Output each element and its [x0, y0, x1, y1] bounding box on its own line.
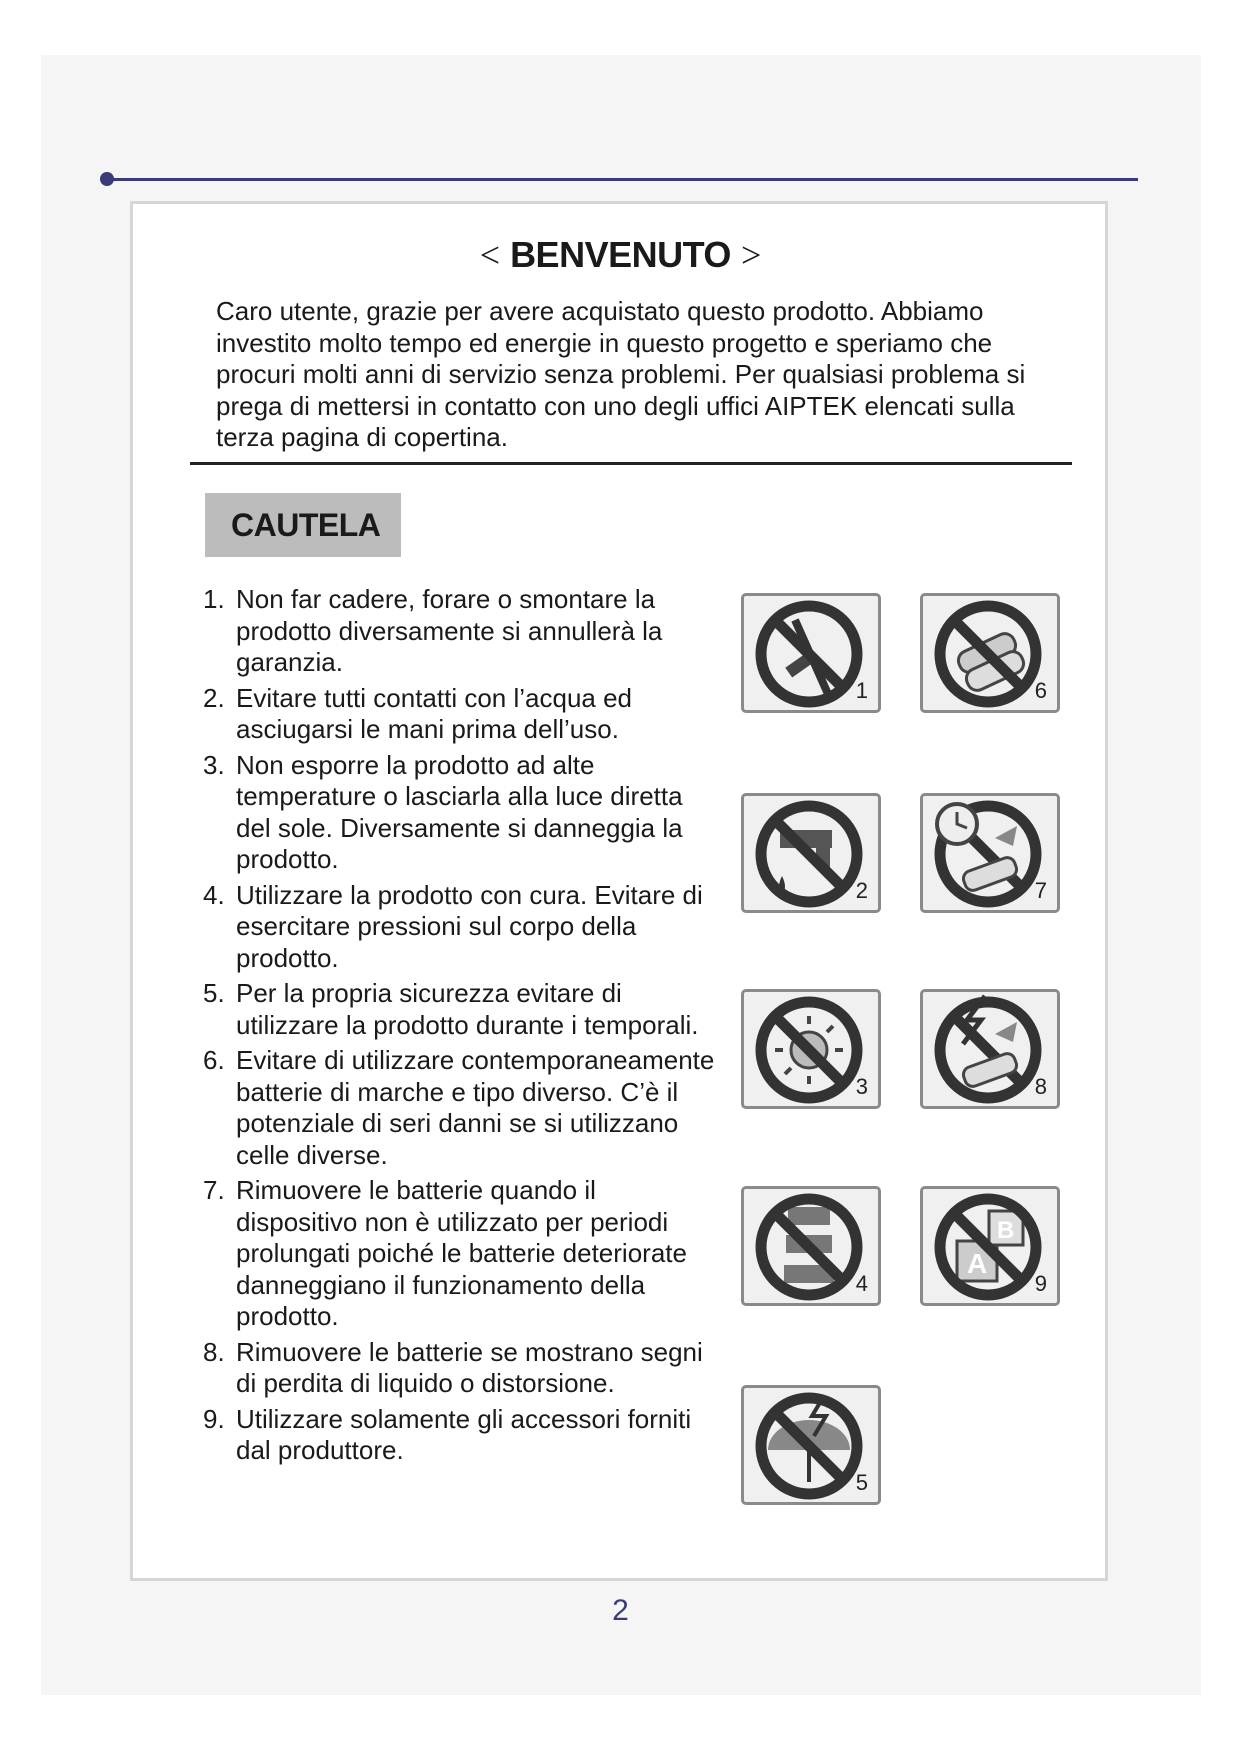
icon-number: 6	[1034, 678, 1047, 703]
list-item	[203, 584, 723, 679]
header-rule	[103, 178, 1138, 181]
icon-number: 4	[855, 1271, 868, 1296]
list-item-text: Evitare di utilizzare contemporaneamente batterie di marche e tipo diverso. C’è il potenziale di seri danni se si utilizzano celle diverse.	[236, 1045, 715, 1170]
intro-paragraph: Caro utente, grazie per avere acquistato questo prodotto. Abbiamo investito molto tempo ed energie in questo progetto e speriamo che procuri molti anni di servizio senza problemi. Per qualsiasi problema si prega di mettersi in contatto con uno degli uffici AIPTEK elencati sulla terza pagina di copertina.	[216, 296, 1026, 452]
list-item-number: 5.	[203, 978, 225, 1008]
no-thunderstorm-icon	[741, 1385, 881, 1505]
icon-number: 1	[855, 678, 868, 703]
list-item-text: Utilizzare solamente gli accessori forniti dal produttore.	[236, 1403, 692, 1465]
list-item-number: 4.	[203, 879, 225, 910]
icon-number: 7	[1034, 878, 1047, 903]
list-item	[203, 880, 723, 975]
list-item-text: Rimuovere le batterie se mostrano segni di perdita di liquido o distorsione.	[236, 1336, 703, 1398]
no-disassemble-icon	[741, 593, 881, 713]
title-bracket-left: <	[479, 235, 501, 275]
icon-number: 8	[1034, 1074, 1047, 1099]
list-item-number: 7.	[203, 1175, 225, 1205]
list-item-text: Evitare tutti contatti con l’acqua ed asciugarsi le mani prima dell’uso.	[236, 682, 633, 744]
list-item-text: Per la propria sicurezza evitare di utilizzare la prodotto durante i temporali.	[236, 978, 699, 1040]
original-accessories-icon	[920, 1186, 1060, 1306]
svg-text:B: B	[997, 1217, 1015, 1244]
list-item-number: 8.	[203, 1336, 225, 1367]
list-item-number: 9.	[203, 1403, 225, 1434]
list-item	[203, 1404, 723, 1467]
page-title	[0, 234, 1241, 276]
caution-heading: CAUTELA	[205, 493, 401, 557]
list-item-text: Rimuovere le batterie quando il dispositivo non è utilizzato per periodi prolungati poiché le batterie deteriorate danneggiano il funzionamento della prodotto.	[236, 1175, 687, 1331]
page-number: 2	[612, 1594, 629, 1627]
remove-leaking-batteries-icon	[920, 989, 1060, 1109]
list-item	[203, 750, 723, 876]
no-pressure-weight-icon	[741, 1186, 881, 1306]
title-bracket-right: >	[740, 235, 762, 275]
list-item-number: 1.	[203, 584, 225, 614]
icon-number: 3	[855, 1074, 868, 1099]
list-item	[203, 1175, 723, 1333]
no-sun-heat-icon	[741, 989, 881, 1109]
caution-list	[203, 584, 723, 1471]
icon-number: 5	[855, 1470, 868, 1495]
title-text: BENVENUTO	[510, 234, 731, 275]
list-item-text: Utilizzare la prodotto con cura. Evitare di esercitare pressioni sul corpo della prodotto.	[236, 879, 703, 973]
icon-number: 2	[855, 878, 868, 903]
list-item	[203, 1045, 723, 1171]
list-item-text: Non esporre la prodotto ad alte temperature o lasciarla alla luce diretta del sole. Diversamente si danneggia la prodotto.	[236, 749, 683, 874]
list-item-number: 6.	[203, 1045, 225, 1075]
list-item-number: 3.	[203, 749, 225, 780]
list-item-number: 2.	[203, 682, 225, 713]
svg-text:A: A	[967, 1248, 988, 1279]
section-divider	[190, 462, 1072, 465]
list-item	[203, 1337, 723, 1400]
list-item	[203, 978, 723, 1041]
remove-batteries-unused-icon	[920, 793, 1060, 913]
no-water-icon	[741, 793, 881, 913]
no-mixed-batteries-icon	[920, 593, 1060, 713]
list-item	[203, 683, 723, 746]
icon-number: 9	[1034, 1271, 1047, 1296]
list-item-text: Non far cadere, forare o smontare la prodotto diversamente si annullerà la garanzia.	[236, 584, 663, 677]
